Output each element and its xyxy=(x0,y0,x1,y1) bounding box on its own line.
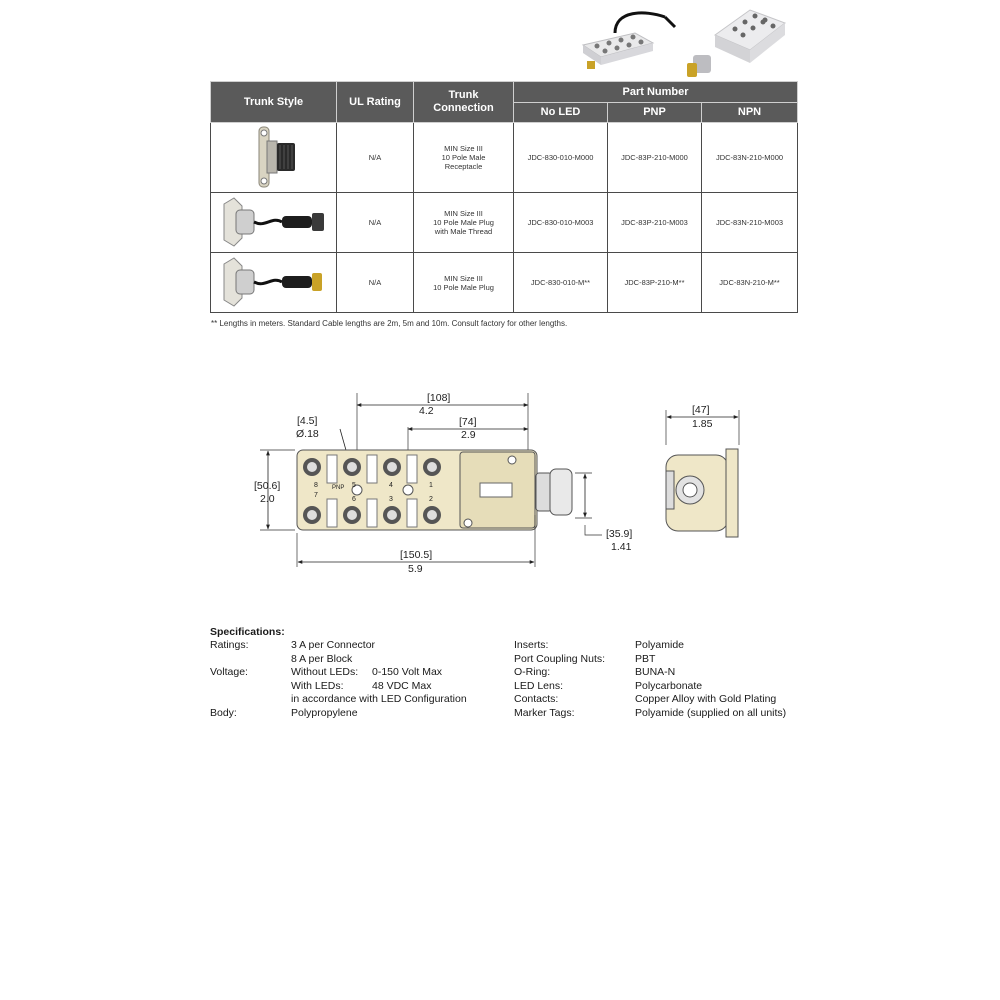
ul-rating-cell: N/A xyxy=(337,253,414,313)
spec-label: Body: xyxy=(210,707,237,719)
connection-line: Receptacle xyxy=(444,162,483,171)
spec-value: Without LEDs: xyxy=(291,666,359,678)
connection-line: MIN Size III xyxy=(444,144,483,153)
header-npn: NPN xyxy=(702,103,798,123)
spec-label: Contacts: xyxy=(514,693,559,705)
dim-body-length-mm: 5.9 xyxy=(408,563,423,575)
header-trunk-style: Trunk Style xyxy=(211,82,337,123)
dim-inner-mm: 2.9 xyxy=(461,429,476,441)
dim-side-mm: 1.41 xyxy=(611,541,632,553)
spec-value: Polyamide xyxy=(635,639,685,651)
dim-hole-in: [4.5] xyxy=(297,415,318,427)
pnp-part-cell: JDC-83P-210-M003 xyxy=(608,193,702,253)
junction-block-photo xyxy=(687,10,785,77)
spec-value: 48 VDC Max xyxy=(372,680,432,692)
connection-line: 10 Pole Male Plug xyxy=(433,218,494,227)
spec-value: 8 A per Block xyxy=(291,653,353,665)
product-photos xyxy=(575,5,800,85)
connection-line: MIN Size III xyxy=(444,209,483,218)
dim-height-in: [50.6] xyxy=(254,480,281,492)
header-trunk-connection-line: Trunk xyxy=(448,89,479,101)
spec-label: Marker Tags: xyxy=(514,707,575,719)
specs-heading: Specifications: xyxy=(210,626,285,638)
header-trunk-connection-line: Connection xyxy=(433,102,494,114)
header-no-led: No LED xyxy=(514,103,608,123)
ul-rating-cell: N/A xyxy=(337,193,414,253)
dimension-drawing xyxy=(240,385,760,580)
spec-value: Copper Alloy with Gold Plating xyxy=(635,693,777,705)
npn-part-cell: JDC-83N-210-M003 xyxy=(702,193,798,253)
junction-block-with-cable-photo xyxy=(583,13,675,69)
dim-overall-width-mm: 4.2 xyxy=(419,405,434,417)
port-label: 5 xyxy=(352,482,356,489)
spec-label: LED Lens: xyxy=(514,680,564,692)
dim-depth-mm: 1.85 xyxy=(692,418,713,430)
dim-body-length-in: [150.5] xyxy=(400,549,433,561)
side-view xyxy=(666,449,738,537)
header-ul-rating: UL Rating xyxy=(337,82,414,123)
spec-value: BUNA-N xyxy=(635,666,676,678)
no-led-part-cell: JDC-830-010-M003 xyxy=(514,193,608,253)
port-label: 6 xyxy=(352,496,356,503)
spec-value: With LEDs: xyxy=(291,680,344,692)
port-label: 7 xyxy=(314,492,318,499)
trunk-connection-cell xyxy=(414,123,514,193)
dim-overall-width-in: [108] xyxy=(427,392,451,404)
table-row xyxy=(211,193,798,253)
spec-label: O-Ring: xyxy=(514,666,551,678)
receptacle-connector-icon xyxy=(249,125,299,189)
spec-value: in accordance with LED Configuration xyxy=(291,693,467,705)
pnp-part-cell: JDC-83P-210-M** xyxy=(608,253,702,313)
port-label: 8 xyxy=(314,482,318,489)
dim-side-in: [35.9] xyxy=(606,528,633,540)
no-led-part-cell: JDC-830-010-M** xyxy=(514,253,608,313)
pnp-part-cell: JDC-83P-210-M000 xyxy=(608,123,702,193)
male-plug-thread-connector-icon xyxy=(220,196,328,248)
spec-value: Polyamide (supplied on all units) xyxy=(635,707,787,719)
table-row xyxy=(211,253,798,313)
pnp-label: PNP xyxy=(332,485,345,491)
port-label: 2 xyxy=(429,496,433,503)
connection-line: with Male Thread xyxy=(434,227,493,236)
trunk-connection-cell xyxy=(414,253,514,313)
connection-line: 10 Pole Male Plug xyxy=(433,282,494,292)
connection-line: 10 Pole Male xyxy=(441,153,486,162)
spec-value: PBT xyxy=(635,653,656,665)
port-label: 3 xyxy=(389,496,393,503)
dim-hole-mm: Ø.18 xyxy=(296,428,319,440)
ul-rating-cell: N/A xyxy=(337,123,414,193)
trunk-connection-cell xyxy=(414,193,514,253)
header-trunk-connection xyxy=(414,82,514,123)
trunk-style-cell xyxy=(211,253,337,313)
spec-label: Ratings: xyxy=(210,639,249,651)
spec-label: Voltage: xyxy=(210,666,248,678)
part-number-table xyxy=(210,81,798,313)
npn-part-cell: JDC-83N-210-M** xyxy=(702,253,798,313)
spec-value: Polycarbonate xyxy=(635,680,703,692)
trunk-style-cell xyxy=(211,123,337,193)
table-row xyxy=(211,123,798,193)
trunk-style-cell xyxy=(211,193,337,253)
dim-inner-in: [74] xyxy=(459,416,477,428)
dim-depth-in: [47] xyxy=(692,404,710,416)
port-label: 4 xyxy=(389,482,393,489)
footnote: ** Lengths in meters. Standard Cable lengths are 2m, 5m and 10m. Consult factory for other lengths. xyxy=(211,319,568,328)
header-pnp: PNP xyxy=(608,103,702,123)
header-part-number: Part Number xyxy=(514,82,798,103)
spec-value: 0-150 Volt Max xyxy=(372,666,443,678)
male-plug-connector-icon xyxy=(220,256,328,308)
spec-label: Inserts: xyxy=(514,639,549,651)
no-led-part-cell: JDC-830-010-M000 xyxy=(514,123,608,193)
npn-part-cell: JDC-83N-210-M000 xyxy=(702,123,798,193)
spec-value: Polypropylene xyxy=(291,707,358,719)
connection-line: MIN Size III xyxy=(444,273,483,283)
dim-height-mm: 2.0 xyxy=(260,493,275,505)
port-label: 1 xyxy=(429,482,433,489)
spec-label: Port Coupling Nuts: xyxy=(514,653,606,665)
spec-value: 3 A per Connector xyxy=(291,639,376,651)
